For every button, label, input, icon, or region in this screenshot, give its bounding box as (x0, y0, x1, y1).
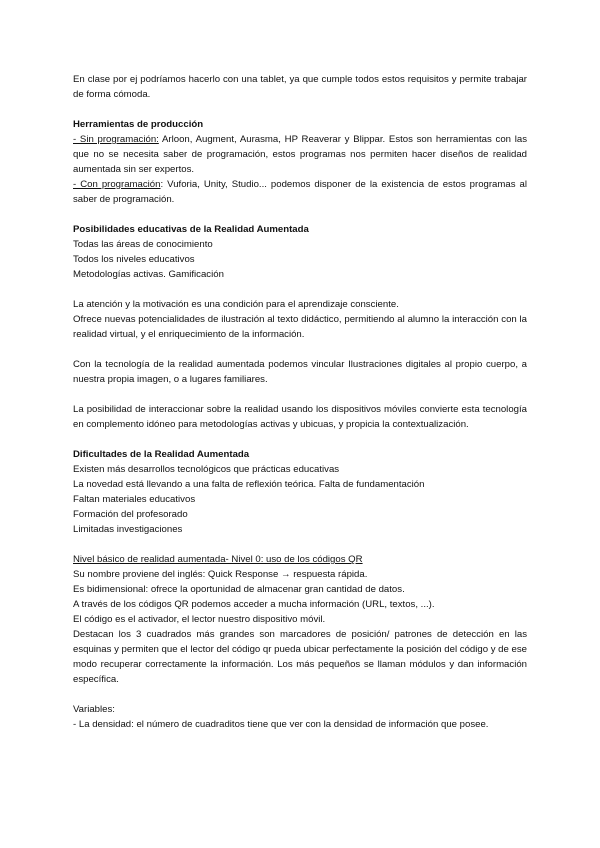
list-item: El código es el activador, el lector nuestro dispositivo móvil. (73, 614, 326, 625)
intro-paragraph: En clase por ej podríamos hacerlo con una tablet, ya que cumple todos estos requisitos y permite trabajar de forma cómoda. (73, 74, 527, 100)
herramientas-heading: Herramientas de producción (73, 119, 204, 130)
posibilidades-section (73, 222, 527, 282)
sin-programacion-label: - Sin programación: (73, 134, 159, 145)
variables-heading: Variables: (73, 704, 115, 715)
list-item: Limitadas investigaciones (73, 524, 183, 535)
list-item: Existen más desarrollos tecnológicos que prácticas educativas (73, 464, 340, 475)
nivel-heading: Nivel básico de realidad aumentada- Nivel 0: uso de los códigos QR (73, 554, 363, 565)
herramientas-section (73, 117, 527, 207)
nivel-paragraph: Destacan los 3 cuadrados más grandes son marcadores de posición/ patrones de detección en las esquinas y permiten que el lector del código qr pueda ubicar perfectamente la posición del código y de ese modo recuperar correctamente la información. Los más pequeños se llaman módulos y dan información específica. (73, 629, 527, 685)
atencion-paragraph: Ofrece nuevas potencialidades de ilustración al texto didáctico, permitiendo al alumno la interacción con la realidad virtual, y el enriquecimiento de la información. (73, 314, 527, 340)
list-item: Formación del profesorado (73, 509, 188, 520)
tecnologia-paragraph: Con la tecnología de la realidad aumentada podemos vincular Ilustraciones digitales al propio cuerpo, a nuestra propia imagen, o a lugares familiares. (73, 359, 527, 385)
list-item: Todos los niveles educativos (73, 254, 195, 265)
list-item: A través de los códigos QR podemos acceder a mucha información (URL, textos, ...). (73, 599, 435, 610)
sin-programacion-text: Arloon, Augment, Aurasma, HP Reaverar y Blippar. Estos son herramientas con las que no se necesita saber de programación, estos programas nos permiten hacer diseños de realidad aumentada sin ser expertos. (73, 134, 527, 175)
atencion-section (73, 297, 527, 342)
posibilidades-heading: Posibilidades educativas de la Realidad Aumentada (73, 224, 309, 235)
list-item: Su nombre proviene del inglés: Quick Response → respuesta rápida. (73, 569, 368, 580)
atencion-line: La atención y la motivación es una condición para el aprendizaje consciente. (73, 299, 399, 310)
list-item: Faltan materiales educativos (73, 494, 196, 505)
document-page (73, 72, 527, 732)
list-item: Metodologías activas. Gamificación (73, 269, 224, 280)
con-programacion-label: - Con programación (73, 179, 161, 190)
list-item: Todas las áreas de conocimiento (73, 239, 213, 250)
sin-programacion-paragraph (73, 132, 527, 177)
con-programacion-text: : Vuforia, Unity, Studio... podemos disponer de la existencia de estos programas al saber de programación. (73, 179, 527, 205)
variables-item: - La densidad: el número de cuadraditos tiene que ver con la densidad de información que posee. (73, 719, 489, 730)
variables-section (73, 702, 527, 732)
dificultades-heading: Dificultades de la Realidad Aumentada (73, 449, 250, 460)
con-programacion-paragraph (73, 177, 527, 207)
list-item: La novedad está llevando a una falta de reflexión teórica. Falta de fundamentación (73, 479, 425, 490)
dificultades-section (73, 447, 527, 537)
list-item: Es bidimensional: ofrece la oportunidad de almacenar gran cantidad de datos. (73, 584, 405, 595)
nivel-section (73, 552, 527, 687)
posibilidad-paragraph: La posibilidad de interaccionar sobre la realidad usando los dispositivos móviles convierte esta tecnología en complemento idóneo para metodologías activas y ubicuas, y propicia la contextualización. (73, 404, 527, 430)
